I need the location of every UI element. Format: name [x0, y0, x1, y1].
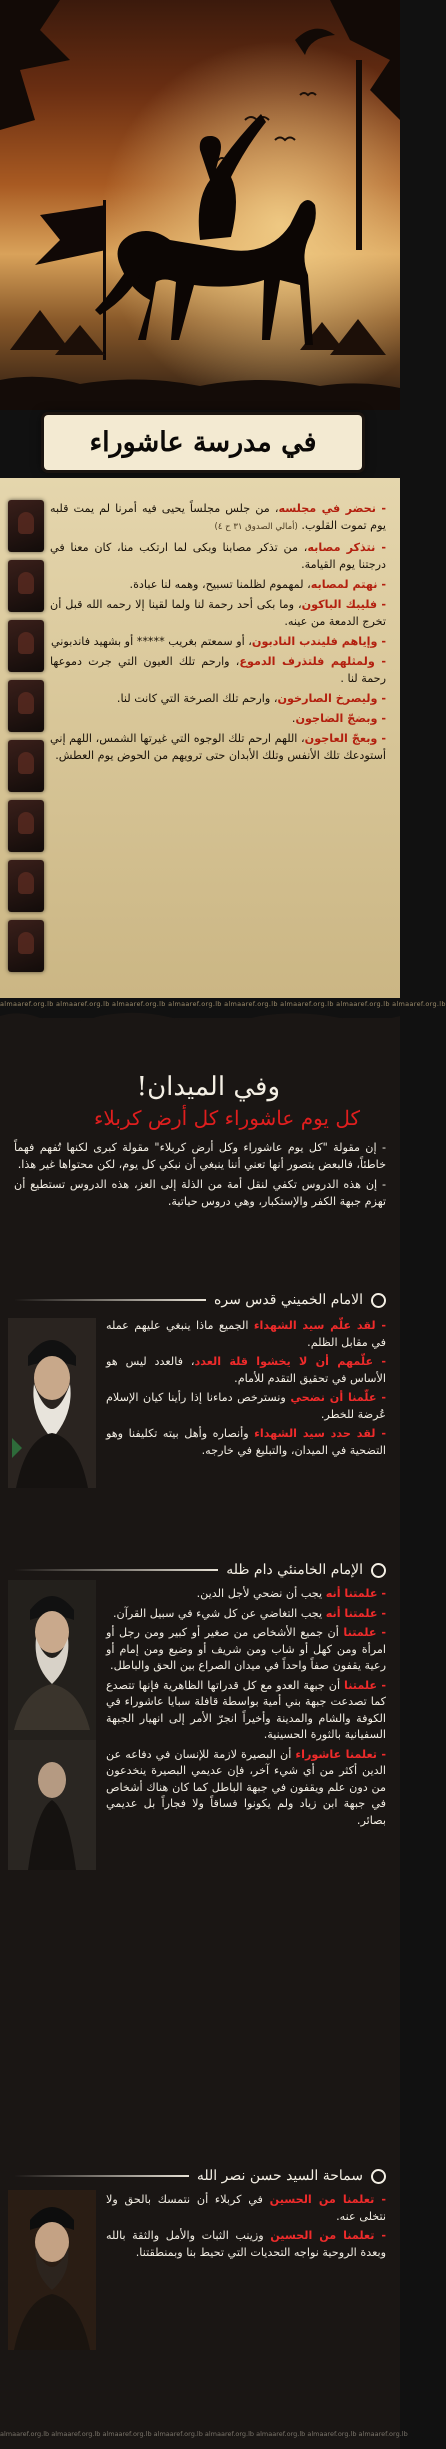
list-item: [50, 500, 386, 536]
thumbnail-image: [8, 920, 44, 972]
item-lead: - وبضجّ الضاجون: [295, 712, 386, 725]
field-heading: [137, 1072, 280, 1102]
quote-item: [106, 1354, 386, 1387]
khamenei-heading-text: الإمام الخامنئي دام ظله: [226, 1562, 363, 1578]
quote-item: [106, 1586, 386, 1603]
list-item: [50, 539, 386, 573]
field-subheading: كل يوم عاشوراء كل أرض كربلاء: [94, 1106, 360, 1130]
watermark-url: almaaref.org.lb almaaref.org.lb almaaref.org.lb almaaref.org.lb almaaref.org.lb almaaref.org.lb almaaref.org.lb almaaref.org.lb: [0, 2430, 408, 2438]
item-lead: - نهتم لمصابه: [310, 578, 386, 591]
list-item: [50, 710, 386, 727]
quote-text: الجميع ماذا ينبغي عليهم عمله في مقابل الظلم.: [106, 1319, 386, 1349]
title-banner: [44, 415, 362, 470]
quote-lead: - علمتنا: [344, 1678, 386, 1692]
list-item: [50, 730, 386, 764]
quote-text: أن جبهة العدو مع كل قدراتها الظاهرية فإنها تتصدع كما تصدعت جبهة بني أمية بواسطة قافلة سبايا عاشوراء في الكوفة والشام والمدينة وأخيراً انجرّ الأمر إلى انهيار الجبهة السفيانية بالثورة الحسينية.: [106, 1678, 386, 1741]
item-lead: - وإياهم فليندب النادبون: [251, 635, 386, 648]
khamenei-heading: [14, 1562, 386, 1578]
quote-lead: - علمتنا أنه: [325, 1587, 386, 1600]
hero-illustration: [0, 0, 400, 410]
quote-item: [106, 1318, 386, 1351]
quote-text: ، فالعدد ليس هو الأساس في تحقيق التقدم للأمام.: [106, 1355, 386, 1385]
khamenei-portrait: [8, 1580, 96, 1870]
khamenei-quotes: [106, 1586, 386, 1832]
item-text: ، من تذكر مصابنا وبكى لما ارتكب منا، كان معنا في درجتنا يوم القيامة.: [50, 541, 386, 571]
divider: [14, 2175, 189, 2177]
item-lead: - ولمثلهم فلتذرف الدموع: [239, 655, 386, 668]
quote-text: أن البصيرة لازمة للإنسان في دفاعه عن الدين أكثر من أي شيء آخر، فإن عديمي البصيرة ينخدعون من دون علم ويقفون في جبهة الباطل كما كان هناك أشخاص في جبهة ابن زياد ولم يكونوا فساقاً ولا فجاراً بل عديمي بصائر.: [106, 1747, 386, 1827]
quote-lead: - لقد علّم سيد الشهداء: [253, 1319, 386, 1332]
quote-item: [106, 2228, 386, 2261]
quote-text: في كربلاء أن نتمسك بالحق ولا نتخلى عنه.: [106, 2193, 386, 2223]
quote-item: [106, 2192, 386, 2225]
quote-lead: - علمتنا: [343, 1626, 386, 1639]
khomeini-quotes: [106, 1318, 386, 1462]
nasrallah-portrait: [8, 2190, 96, 2350]
khomeini-portrait: [8, 1318, 96, 1488]
nasrallah-heading-text: سماحة السيد حسن نصر الله: [196, 2168, 363, 2184]
parchment-text: [50, 500, 386, 767]
item-text: ، من جلس مجلساً يحيى فيه أمرنا لم يمت قلبه يوم تموت القلوب.: [50, 502, 386, 532]
list-item: [50, 633, 386, 650]
item-lead: - نحضر في مجلسه: [278, 502, 386, 515]
thumbnail-image: [8, 860, 44, 912]
item-text: .: [291, 712, 296, 725]
field-heading-text: وفي الميدان!: [136, 1072, 280, 1102]
divider: [14, 1569, 218, 1571]
quote-item: [106, 1606, 386, 1623]
item-lead: - وليصرخ الصارخون: [277, 692, 386, 705]
nasrallah-heading: [14, 2168, 386, 2184]
quote-item: [106, 1678, 386, 1744]
thumbnail-image: [8, 740, 44, 792]
item-lead: - نتذكر مصابه: [307, 541, 387, 554]
nasrallah-quotes: [106, 2192, 386, 2264]
torn-edge: [0, 1010, 400, 1036]
item-lead: - فليبك الباكون: [301, 598, 387, 611]
watermark-url: almaaref.org.lb almaaref.org.lb almaaref.org.lb almaaref.org.lb almaaref.org.lb almaaref.org.lb almaaref.org.lb almaaref.org.lb: [0, 1000, 446, 1008]
item-text: ، وما بكى أحد رحمة لنا ولما لقينا إلا رحمه الله قبل أن تخرج الدمعة من عينه.: [50, 598, 386, 628]
quote-text: أن جميع الأشخاص من صغير أو كبير ومن رجل أو امرأة ومن كهل أو شاب ومن شريف أو وضيع ومن إمام أو رعية يقفون صفاً واحداً في ميدان الصراع بين الحق والباطل.: [106, 1626, 386, 1672]
list-item: [50, 596, 386, 630]
quote-text: وزينب الثبات والأمل والثقة بالله وبعدة الروحية نواجه التحديات التي تحيط بنا وبمنطقتنا.: [106, 2229, 386, 2259]
item-text: ، أو سمعتم بغريب ***** أو بشهيد فاندبوني: [50, 635, 252, 648]
quote-text: يجب أن نضحي لأجل الدين.: [196, 1587, 326, 1600]
quote-text: وأنصاره وأهل بيته تكليفنا وهو التضحية في الميدان، والتبليغ في خارجه.: [106, 1427, 386, 1457]
bullet-icon: [371, 1293, 386, 1308]
thumbnail-image: [8, 560, 44, 612]
bullet-icon: [371, 1563, 386, 1578]
quote-text: ونسترخص دماءنا إذا رأينا كيان الإسلام عُرضة للخطر.: [106, 1391, 386, 1421]
bullet-icon: [371, 2169, 386, 2184]
divider: [14, 1299, 206, 1301]
item-reference: (أمالي الصدوق ٣١ ح ٤): [214, 522, 298, 532]
quote-item: [106, 1625, 386, 1675]
quote-lead: - تعلمنا عاشوراء: [295, 1747, 386, 1761]
thumbnail-image: [8, 620, 44, 672]
thumbnail-image: [8, 500, 44, 552]
quote-lead: - لقد حدد سيد الشهداء: [254, 1427, 386, 1440]
thumbnail-image: [8, 680, 44, 732]
thumbnail-image: [8, 800, 44, 852]
quote-lead: - علّمنا أن نضحي: [290, 1391, 386, 1404]
intro-paragraph: - إن مقولة "كل يوم عاشوراء وكل أرض كربلاء" مقولة كبرى لكنها تُفهم فهماً خاطئاً، فالبعض يتصور أنها تعني أننا ينبغي أن نبكي كل يوم، لكن محتواها غير هذا.: [14, 1141, 386, 1171]
item-text: ، لمهموم لظلمنا تسبيح، وهمه لنا عبادة.: [129, 578, 311, 591]
quote-lead: - علّمهم أن لا يخشوا قلة العدد: [194, 1355, 386, 1368]
quote-text: يجب التغاضي عن كل شيء في سبيل القرآن.: [112, 1606, 326, 1620]
khomeini-heading-text: الامام الخميني قدس سره: [214, 1292, 363, 1308]
item-text: ، اللهم ارحم تلك الوجوه التي غيرتها الشمس، اللهم إني أستودعك تلك الأنفس وتلك الأبدان حتى ترويهم من الحوض يوم العطش.: [50, 732, 386, 762]
quote-lead: - تعلمنا من الحسين: [270, 2229, 386, 2242]
list-item: [50, 653, 386, 687]
quote-item: [106, 1390, 386, 1423]
khomeini-heading: [14, 1292, 386, 1308]
quote-item: [106, 1426, 386, 1459]
rider-silhouette: [0, 0, 400, 410]
list-item: [50, 690, 386, 707]
quote-lead: - تعلمنا من الحسين: [269, 2193, 386, 2206]
item-text: ، وارحم تلك العيون التي جرت دموعها رحمة لنا .: [50, 655, 386, 685]
field-intro: [14, 1140, 386, 1214]
quote-lead: - علمتنا أنه: [325, 1606, 386, 1620]
intro-paragraph: - إن هذه الدروس تكفي لنقل أمة من الذلة إلى العز، هذه الدروس تستطيع أن تهزم جبهة الكفر والإستكبار، وهي دروس حياتية.: [14, 1178, 386, 1208]
list-item: [50, 576, 386, 593]
thumbnail-strip: [8, 500, 44, 972]
item-text: ، وارحم تلك الصرخة التي كانت لنا.: [116, 692, 278, 705]
quote-item: [106, 1747, 386, 1830]
item-lead: - وبعجّ العاجون: [304, 732, 386, 745]
page-title: في مدرسة عاشوراء: [89, 427, 317, 458]
